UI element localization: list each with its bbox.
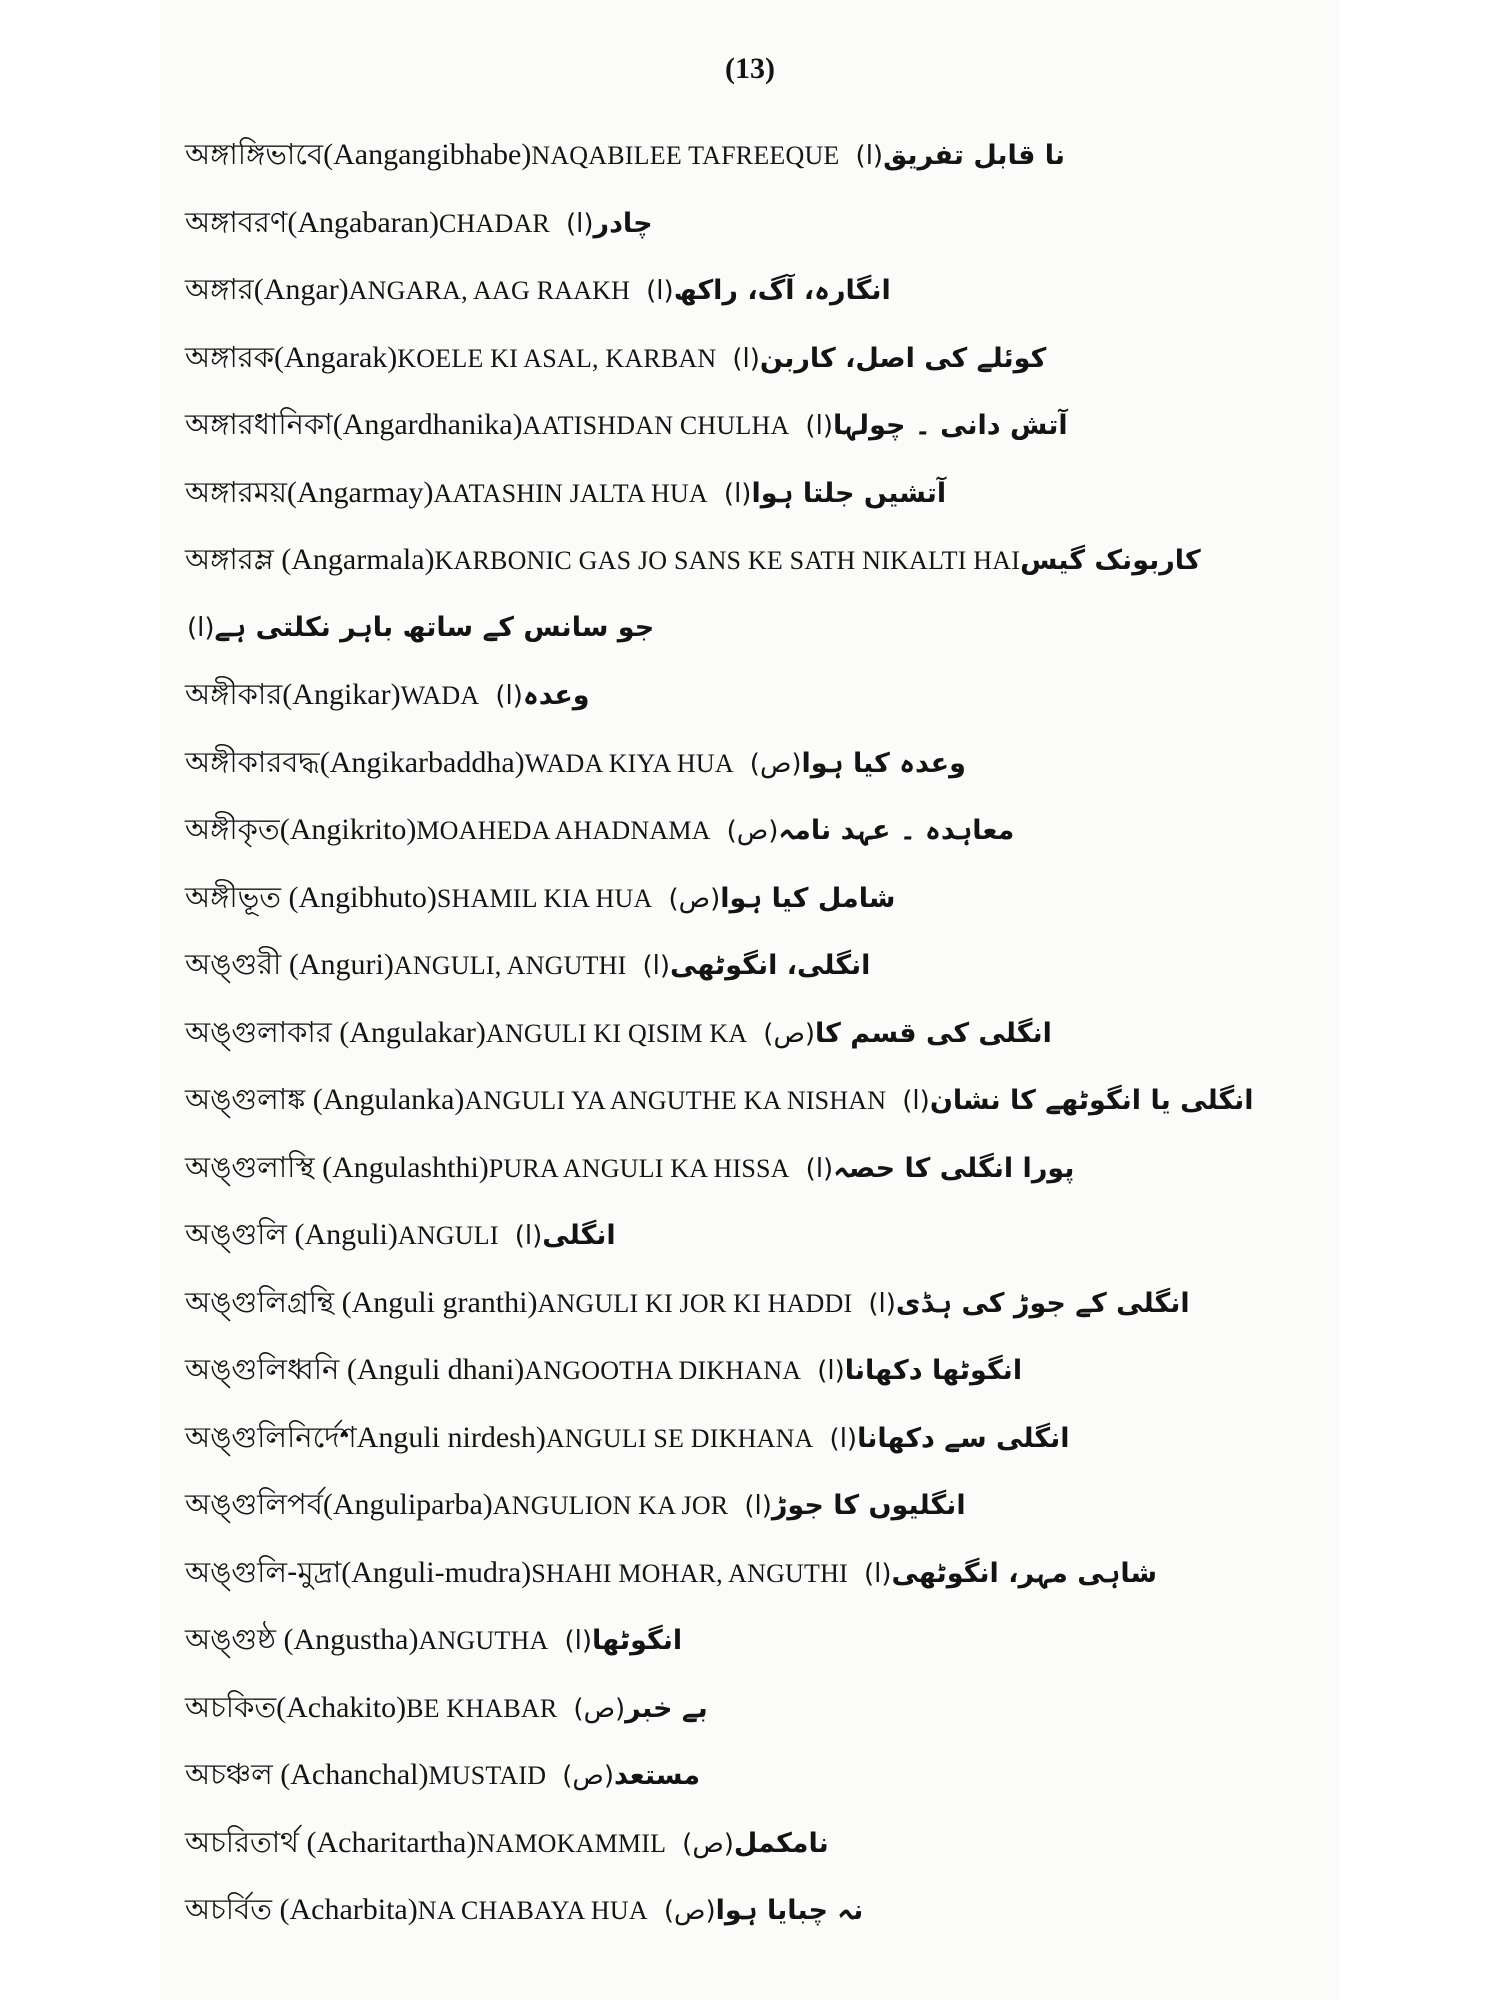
transliteration: (Anguli): [287, 1218, 398, 1251]
dictionary-entry: [185, 468, 1315, 536]
part-of-speech-marker: (ا): [565, 208, 594, 239]
roman-meaning: ANGULI KI QISIM KA: [485, 1018, 748, 1048]
page-number: (13): [725, 52, 775, 85]
urdu-meaning: وعدہ کیا ہوا: [801, 747, 966, 779]
bengali-headword: অঙ্গুরী: [185, 947, 282, 981]
part-of-speech-marker: (ا): [868, 1288, 896, 1319]
part-of-speech-marker: (ا): [817, 1356, 845, 1386]
roman-meaning: MUSTAID: [428, 1761, 547, 1790]
roman-meaning: CHADAR: [438, 208, 550, 238]
roman-meaning: MOAHEDA AHADNAMA: [416, 816, 711, 845]
part-of-speech-marker: (ا): [805, 1153, 834, 1184]
part-of-speech-marker: (ص): [573, 1693, 626, 1724]
roman-meaning: WADA KIYA HUA: [524, 748, 734, 778]
bengali-headword: অঙ্গুষ্ঠ: [185, 1622, 276, 1656]
roman-meaning: ANGULION KA JOR: [492, 1491, 729, 1520]
transliteration: (Anguri): [281, 948, 394, 981]
transliteration: (Acharbita): [271, 1893, 418, 1926]
roman-meaning: SHAMIL KIA HUA: [436, 883, 653, 913]
dictionary-entry: [185, 1345, 1315, 1413]
transliteration: (Anguli-mudra): [341, 1555, 532, 1589]
dictionary-entry: [185, 940, 1315, 1008]
roman-meaning: ANGARA, AAG RAAKH: [348, 276, 631, 305]
dictionary-entry: [185, 1885, 1315, 1953]
transliteration: (Angarmala): [273, 543, 435, 576]
transliteration: (Acharitartha): [298, 1825, 477, 1859]
bengali-headword: অঙ্গুলিপর্ব: [185, 1487, 323, 1521]
urdu-meaning: وعدہ: [522, 680, 590, 711]
roman-meaning: ANGUTHA: [418, 1626, 549, 1655]
transliteration: (Anguli granthi): [334, 1285, 538, 1319]
bengali-headword: অঙ্গুলিনির্দেশ: [185, 1419, 357, 1454]
dictionary-entry: [185, 198, 1315, 266]
dictionary-entry: [185, 400, 1315, 468]
roman-meaning: BE KHABAR: [406, 1693, 558, 1723]
transliteration: (Anguliparba): [322, 1488, 493, 1521]
dictionary-entry: [185, 535, 1315, 603]
part-of-speech-marker: (ا): [723, 478, 752, 509]
dictionary-entries: [185, 130, 1315, 1953]
transliteration: (Angulashthi): [314, 1150, 489, 1184]
dictionary-entry: [185, 1480, 1315, 1548]
part-of-speech-marker: (ا): [514, 1221, 543, 1251]
urdu-meaning: معاہدہ ۔ عہد نامہ: [778, 815, 1015, 846]
transliteration: (Angustha): [276, 1623, 419, 1656]
transliteration: (Angulakar): [331, 1015, 486, 1049]
bengali-headword: অঙ্গুলি-মুদ্রা: [185, 1554, 342, 1589]
part-of-speech-marker: (ا): [646, 276, 674, 306]
dictionary-entry: [185, 1075, 1315, 1143]
urdu-meaning: جو سانس کے ساتھ باہر نکلتی ہے: [214, 611, 655, 643]
dictionary-entry: [185, 1143, 1315, 1211]
roman-meaning: AATISHDAN CHULHA: [522, 411, 790, 440]
bengali-headword: অঙ্গুলাঙ্ক: [185, 1082, 306, 1116]
part-of-speech-marker: (ا): [829, 1423, 858, 1454]
urdu-meaning: انگلیوں کا جوڑ: [771, 1490, 966, 1521]
transliteration: (Angabaran): [287, 205, 439, 239]
urdu-meaning: آتشیں جلتا ہوا: [751, 477, 947, 509]
part-of-speech-marker: (ا): [642, 951, 671, 981]
urdu-meaning: انگلی یا انگوٹھے کا نشان: [929, 1085, 1254, 1116]
bengali-headword: অঙ্গুলাকার: [185, 1014, 332, 1049]
part-of-speech-marker: (ا): [805, 411, 833, 441]
transliteration: (Aangangibhabe): [323, 138, 532, 171]
urdu-meaning: کوئلے کی اصل، کاربن: [759, 342, 1047, 374]
roman-meaning: ANGULI KI JOR KI HADDI: [537, 1288, 853, 1318]
urdu-meaning: بے خبر: [625, 1692, 708, 1724]
transliteration: (Angikarbaddha): [319, 745, 525, 779]
transliteration: (Achanchal): [272, 1758, 429, 1791]
dictionary-entry: [185, 1008, 1315, 1076]
roman-meaning: WADA: [400, 681, 480, 710]
part-of-speech-marker: (ا): [855, 141, 884, 171]
urdu-meaning: انگارہ، آگ، راکھ: [673, 275, 891, 306]
part-of-speech-marker: (ا): [187, 612, 215, 643]
transliteration: (Angibhuto): [281, 880, 437, 914]
urdu-meaning: مستعد: [613, 1760, 701, 1791]
dictionary-entry: [185, 1615, 1315, 1683]
transliteration: (Angardhanika): [332, 408, 523, 441]
part-of-speech-marker: (ص): [682, 1828, 734, 1859]
urdu-meaning: نا قابل تفریق: [883, 140, 1066, 171]
roman-meaning: ANGULI: [397, 1221, 499, 1250]
bengali-headword: অচঞ্চল: [185, 1757, 273, 1791]
urdu-meaning: آتش دانی ۔ چولہا: [832, 410, 1068, 441]
bengali-headword: অঙ্গুলি: [185, 1217, 288, 1251]
part-of-speech-marker: (ص): [663, 1896, 716, 1926]
transliteration: (Angikrito): [279, 813, 417, 846]
urdu-meaning: انگلی: [542, 1220, 616, 1251]
part-of-speech-marker: (ص): [562, 1761, 614, 1791]
transliteration: (Angulanka): [305, 1083, 465, 1116]
part-of-speech-marker: (ا): [902, 1086, 930, 1116]
part-of-speech-marker: (ص): [763, 1018, 816, 1049]
dictionary-entry: [185, 873, 1315, 941]
urdu-meaning: انگوٹھا دکھانا: [844, 1355, 1023, 1386]
roman-meaning: KOELE KI ASAL, KARBAN: [397, 343, 717, 373]
transliteration: (Angikar): [282, 678, 401, 711]
dictionary-entry: [185, 265, 1315, 333]
dictionary-entry: [185, 1818, 1315, 1886]
roman-meaning: NAMOKAMMIL: [476, 1828, 667, 1858]
dictionary-entry: [185, 333, 1315, 401]
dictionary-entry: [185, 1210, 1315, 1278]
part-of-speech-marker: (ا): [495, 681, 523, 711]
urdu-meaning: شامل کیا ہوا: [720, 882, 896, 914]
dictionary-entry: [185, 1683, 1315, 1751]
part-of-speech-marker: (ا): [732, 343, 760, 374]
dictionary-entry: [185, 1278, 1315, 1346]
dictionary-entry: [185, 1750, 1315, 1818]
urdu-meaning: انگلی کے جوڑ کی ہڈی: [895, 1287, 1190, 1319]
bengali-headword: অঙ্গারধানিকা: [185, 407, 333, 441]
roman-meaning: PURA ANGULI KA HISSA: [488, 1153, 790, 1183]
transliteration: (Anguli dhani): [339, 1353, 525, 1386]
dictionary-entry: [185, 1413, 1315, 1481]
transliteration: (Angar): [253, 273, 349, 306]
roman-meaning: AATASHIN JALTA HUA: [433, 478, 708, 508]
dictionary-entry: [185, 738, 1315, 806]
urdu-meaning: شاہی مہر، انگوٹھی: [891, 1557, 1158, 1589]
transliteration: Anguli nirdesh): [356, 1420, 546, 1454]
bengali-headword: অঙ্গুলিগ্রন্থি: [185, 1284, 335, 1319]
dictionary-entry: [185, 130, 1315, 198]
dictionary-entry: [185, 805, 1315, 873]
roman-meaning: ANGOOTHA DIKHANA: [524, 1356, 802, 1385]
roman-meaning: NAQABILEE TAFREEQUE: [531, 141, 840, 170]
roman-meaning: ANGULI YA ANGUTHE KA NISHAN: [464, 1086, 887, 1115]
bengali-headword: অঙ্গুলিধ্বনি: [185, 1352, 340, 1386]
transliteration: (Angarmay): [286, 475, 434, 509]
bengali-headword: অচর্বিত: [185, 1892, 272, 1926]
part-of-speech-marker: (ا): [564, 1626, 592, 1656]
roman-meaning: SHAHI MOHAR, ANGUTHI: [531, 1558, 848, 1588]
transliteration: (Achakito): [276, 1690, 407, 1724]
urdu-meaning: انگلی سے دکھانا: [857, 1422, 1070, 1454]
bengali-headword: অচরিতার্থ: [185, 1824, 299, 1859]
urdu-meaning: کاربونک گیس: [1020, 545, 1201, 576]
roman-meaning: ANGULI, ANGUTHI: [393, 951, 627, 980]
urdu-meaning: نامکمل: [733, 1827, 829, 1859]
urdu-meaning: انگلی کی قسم کا: [815, 1017, 1052, 1049]
bengali-headword: অঙ্গারম্ল: [185, 542, 274, 576]
dictionary-entry: [185, 1548, 1315, 1616]
roman-meaning: ANGULI SE DIKHANA: [545, 1423, 814, 1453]
bengali-headword: অঙ্গাঙ্গিভাবে: [185, 137, 324, 171]
urdu-meaning: نہ چبایا ہوا: [715, 1895, 864, 1926]
dictionary-entry: [185, 603, 1315, 671]
bengali-headword: অঙ্গুলাস্থি: [185, 1149, 315, 1184]
part-of-speech-marker: (ص): [726, 816, 779, 846]
part-of-speech-marker: (ص): [668, 883, 721, 914]
bengali-headword: অঙ্গারক: [185, 339, 274, 374]
urdu-meaning: پورا انگلی کا حصہ: [833, 1152, 1075, 1184]
dictionary-entry: [185, 670, 1315, 738]
bengali-headword: অঙ্গার: [185, 272, 254, 306]
transliteration: (Angarak): [274, 340, 398, 374]
part-of-speech-marker: (ا): [863, 1558, 892, 1589]
urdu-meaning: انگوٹھا: [591, 1625, 683, 1656]
part-of-speech-marker: (ص): [749, 748, 802, 779]
roman-meaning: NA CHABAYA HUA: [417, 1896, 648, 1925]
urdu-meaning: چادر: [593, 207, 653, 239]
bengali-headword: অঙ্গীকার: [185, 677, 283, 711]
bengali-headword: অঙ্গাবরণ: [185, 204, 288, 239]
roman-meaning: KARBONIC GAS JO SANS KE SATH NIKALTI HAI: [434, 546, 1021, 575]
bengali-headword: অঙ্গীকারবদ্ধ: [185, 744, 320, 779]
bengali-headword: অচকিত: [185, 1689, 277, 1724]
urdu-meaning: انگلی، انگوٹھی: [670, 950, 871, 981]
part-of-speech-marker: (ا): [744, 1491, 772, 1521]
bengali-headword: অঙ্গীভূত: [185, 879, 282, 914]
bengali-headword: অঙ্গারময়: [185, 474, 287, 509]
bengali-headword: অঙ্গীকৃত: [185, 812, 280, 846]
